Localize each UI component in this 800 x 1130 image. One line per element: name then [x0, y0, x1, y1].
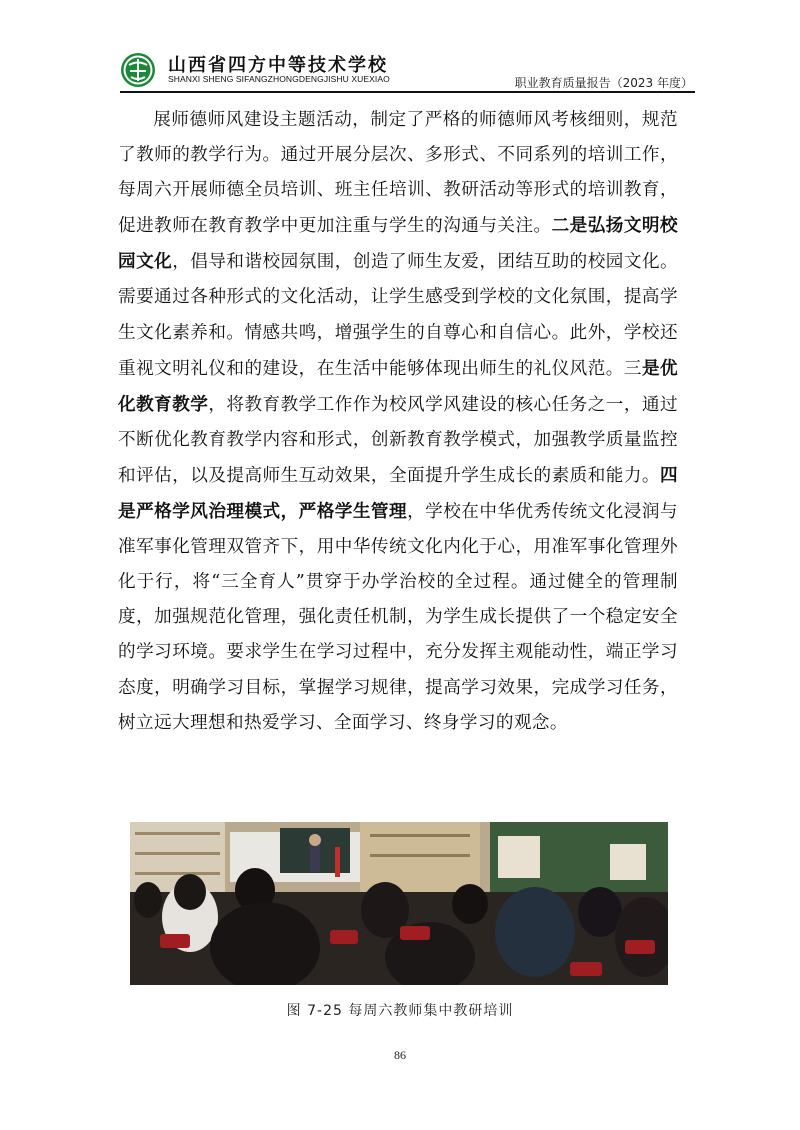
school-name-en: SHANXI SHENG SIFANGZHONGDENGJISHU XUEXIAO — [168, 74, 390, 84]
figure-caption: 图 7-25 每周六教师集中教研培训 — [286, 1003, 514, 1019]
text-segment: ，将教育教学工作作为校风学风建设的核心任务之一，通过不断优化教育教学内容和形式，创新教育教学模式，加强教学质量监控和评估，以及提高师生互动效果，全面提升学生成长的素质和能力。 — [118, 394, 678, 486]
bold-heading: 是优化教育教学 — [118, 357, 678, 415]
text-segment: 三 — [623, 358, 642, 379]
text-segment: 展师德师风建设主题活动，制定了严格的师德师风考核细则，规范了教师的教学行为。通过开展分层次、多形式、不同系列的培训工作，每周六开展师德全员培训、班主任培训、教研活动等形式的培训教育，促进教师在教育教学中更加注重与学生的沟通与关注。 — [118, 110, 678, 237]
body-text — [118, 103, 678, 741]
text-segment: ，倡导和谐校园氛围，创造了师生友爱，团结互助的校园文化。需要通过各种形式的文化活动，让学生感受到学校的文化氛围，提高学生文化素养和。情感共鸣，增强学生的自尊心和自信心。此外，学校还重视文明礼仪和的建设，在生活中能够体现出师生的礼仪风范。 — [118, 252, 678, 379]
training-photo — [130, 822, 668, 985]
body-paragraph — [118, 103, 678, 741]
page-header — [120, 50, 695, 94]
page-number: 86 — [394, 1048, 406, 1062]
bold-heading: 二是弘扬文明校园文化 — [118, 215, 678, 273]
header-divider — [120, 91, 695, 93]
bold-heading: 四是严格学风治理模式，严格学生管理 — [118, 464, 678, 523]
text-segment: ，学校在中华优秀传统文化浸润与准军事化管理双管齐下，用中华传统文化内化于心，用准军事化管理外化于行，将“三全育人”贯穿于办学治校的全过程。通过健全的管理制度，加强规范化管理，强化责任机制，为学生成长提供了一个稳定安全的学习环境。要求学生在学习过程中，充分发挥主观能动性，端正学习态度，明确学习目标，掌握学习规律，提高学习效果，完成学习任务，树立远大理想和热爱学习、全面学习、终身学习的观念。 — [118, 502, 678, 733]
report-title: 职业教育质量报告（2023 年度） — [514, 76, 693, 90]
school-name-cn: 山西省四方中等技术学校 — [168, 55, 388, 76]
school-logo-icon — [120, 52, 156, 88]
